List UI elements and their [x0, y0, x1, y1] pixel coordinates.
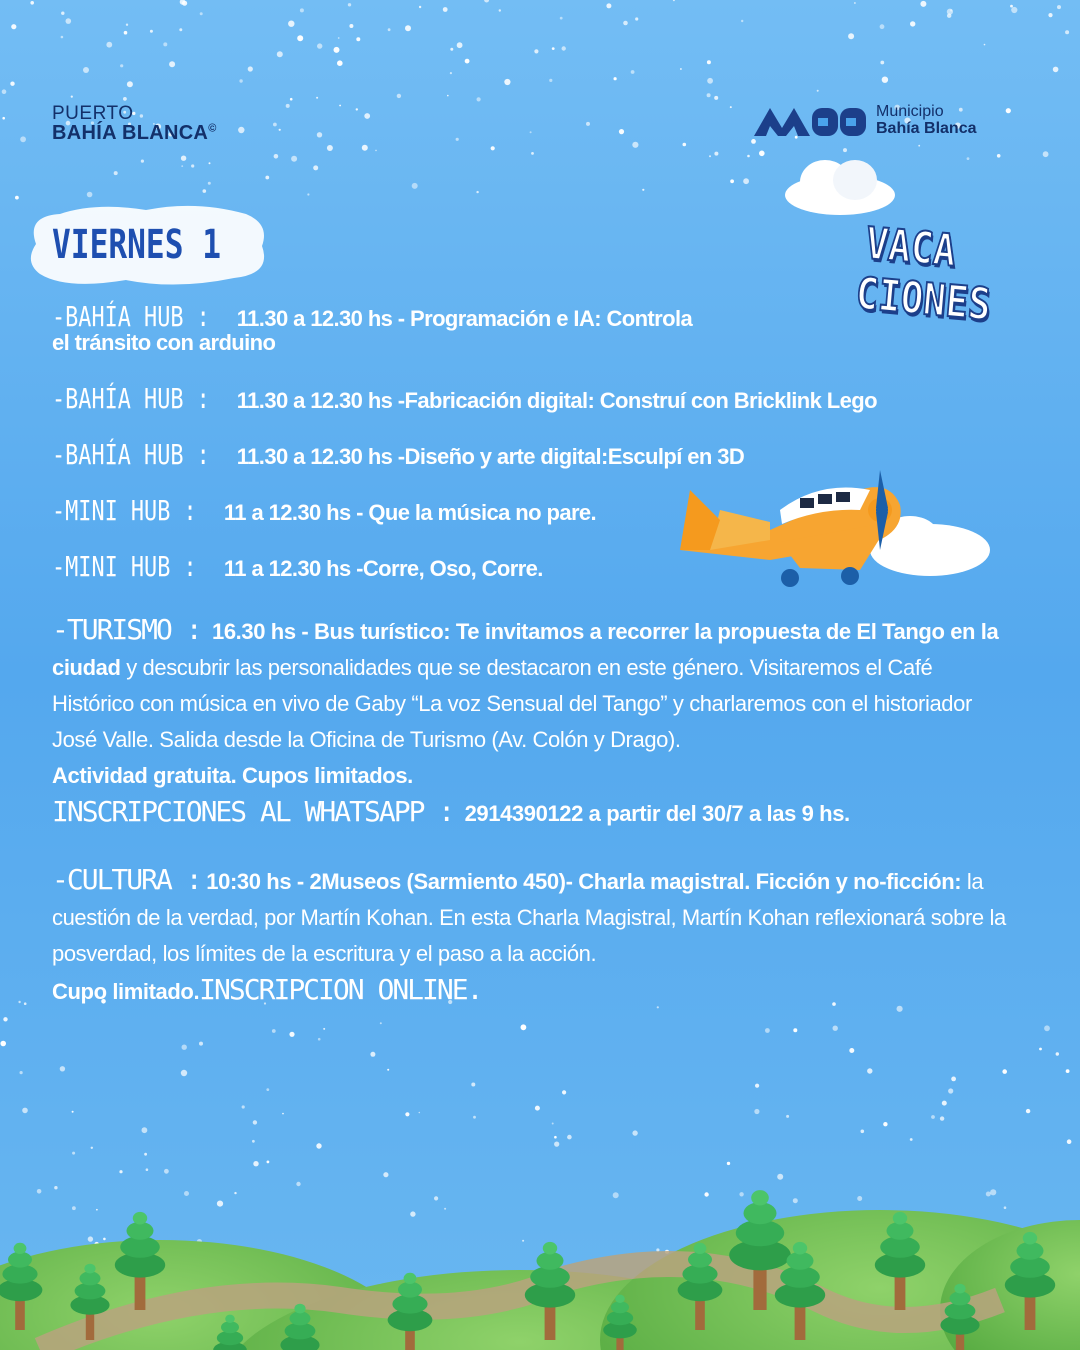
snow-dot	[200, 12, 203, 15]
event-label: -BAHÍA HUB :	[52, 300, 210, 333]
snow-dot	[560, 17, 563, 20]
snow-dot	[491, 146, 495, 150]
snow-dot	[37, 1189, 42, 1194]
snow-dot	[535, 1106, 540, 1111]
snow-dot	[777, 1174, 783, 1180]
snow-dot	[169, 61, 175, 67]
snow-dot	[83, 67, 89, 73]
snow-dot	[242, 1105, 245, 1108]
snow-dot	[1044, 1025, 1050, 1031]
cultura-label: -CULTURA :	[52, 863, 201, 896]
snow-dot	[817, 90, 819, 92]
turismo-description: y descubrir las personalidades que se destacaron en este género. Visitaremos el Café Histórico con música en vivo de Gaby “La voz Sensual del Tango” y charlaremos con el historiador José Valle. Salida desde la Oficina de Turismo (Av. Colón y Drago).	[52, 655, 972, 752]
event-item-cont	[52, 330, 275, 356]
event-text: 11 a 12.30 hs - Que la música no pare.	[223, 500, 597, 525]
mbb-logo-icon	[752, 104, 868, 138]
snow-dot	[106, 42, 112, 48]
snow-dot	[1066, 1069, 1070, 1073]
event-text: 11.30 a 12.30 hs - Programación e IA: Controla	[236, 306, 693, 331]
snow-dot	[323, 1028, 325, 1030]
snow-dot	[940, 1116, 944, 1120]
snow-dot	[471, 1083, 475, 1087]
snow-dot	[208, 182, 211, 185]
snow-dot	[786, 1115, 789, 1118]
snow-dot	[910, 1138, 913, 1141]
snow-dot	[60, 1066, 65, 1071]
cultura-note: Cupo limitado.	[52, 979, 200, 1004]
snow-dot	[164, 1169, 169, 1174]
snow-dot	[632, 142, 638, 148]
snow-dot	[288, 21, 294, 27]
logo-line-1: PUERTO	[52, 103, 134, 124]
snow-dot	[614, 77, 617, 80]
event-text: 11 a 12.30 hs -Corre, Oso, Corre.	[223, 556, 543, 581]
snow-dot	[984, 44, 986, 46]
snow-dot	[730, 179, 734, 183]
snow-dot	[552, 47, 555, 50]
snow-dot	[765, 1028, 770, 1033]
snow-dot	[253, 1161, 258, 1166]
snow-dot	[181, 1070, 187, 1076]
snow-dot	[253, 1120, 257, 1124]
snow-dot	[990, 1189, 996, 1195]
snow-dot	[967, 157, 970, 160]
snow-dot	[931, 1115, 935, 1119]
snow-dot	[918, 145, 920, 147]
snow-dot	[317, 132, 322, 137]
snow-dot	[434, 1196, 438, 1200]
snow-dot	[71, 96, 73, 98]
snow-dot	[239, 79, 242, 82]
snow-dot	[61, 36, 64, 39]
snow-dot	[338, 37, 340, 39]
snow-dot	[883, 1122, 887, 1126]
snow-dot	[277, 51, 283, 57]
snow-dot	[997, 154, 1001, 158]
snow-dot	[15, 196, 19, 200]
snow-dot	[476, 191, 478, 193]
snow-dot	[179, 28, 182, 31]
snow-dot	[619, 129, 624, 134]
snow-dot	[18, 1001, 20, 1003]
snow-dot	[743, 178, 749, 184]
snow-dot	[1006, 108, 1011, 113]
snow-dot	[1053, 67, 1059, 73]
snow-dot	[755, 1084, 759, 1088]
snow-dot	[1010, 5, 1013, 8]
snow-dot	[857, 1196, 862, 1201]
airplane-icon	[660, 450, 1000, 610]
snow-dot	[456, 138, 459, 141]
snow-dot	[447, 95, 449, 97]
snow-dot	[1067, 1139, 1072, 1144]
snow-dot	[22, 1108, 28, 1114]
snow-dot	[567, 1135, 572, 1140]
snow-dot	[10, 82, 14, 86]
snow-dot	[234, 1192, 236, 1194]
snow-dot	[370, 1052, 375, 1057]
snow-dot	[1011, 7, 1017, 13]
event-label: -MINI HUB :	[52, 494, 197, 527]
snow-dot	[412, 183, 418, 189]
snow-dot	[586, 122, 590, 126]
logo-mark: ©	[208, 122, 217, 135]
municipio-logo	[752, 104, 976, 138]
snow-dot	[2, 89, 7, 94]
badge-line-2: CIONES	[853, 268, 993, 331]
snow-dot	[444, 1208, 446, 1210]
turismo-inscription-label: INSCRIPCIONES AL WHATSAPP :	[52, 795, 454, 828]
snow-dot	[72, 1152, 75, 1155]
snow-dot	[307, 193, 309, 195]
snow-dot	[199, 1042, 203, 1046]
event-text: 11.30 a 12.30 hs -Fabricación digital: Construí con Bricklink Lego	[236, 388, 877, 413]
snow-dot	[248, 66, 253, 71]
snow-dot	[613, 1192, 619, 1198]
snow-dot	[1039, 1048, 1042, 1051]
snow-dot	[759, 151, 765, 157]
snow-dot	[144, 1153, 147, 1156]
snow-dot	[942, 1101, 947, 1106]
snow-dot	[327, 145, 333, 151]
snow-dot	[96, 1209, 98, 1211]
snow-dot	[880, 24, 885, 29]
snow-dot	[349, 24, 353, 28]
event-text: 11.30 a 12.30 hs -Diseño y arte digital:Esculpí en 3D	[236, 444, 745, 469]
event-text-cont: el tránsito con arduino	[52, 330, 276, 355]
snow-dot	[141, 160, 144, 163]
snow-dot	[296, 1182, 300, 1186]
snow-dot	[751, 139, 756, 144]
snow-dot	[88, 1236, 93, 1241]
event-item	[52, 382, 877, 415]
snow-dot	[316, 97, 318, 99]
snow-dot	[375, 150, 377, 152]
snow-dot	[252, 1140, 255, 1143]
snow-dot	[793, 1028, 797, 1032]
snow-dot	[521, 1024, 527, 1030]
snow-dot	[606, 3, 611, 8]
snow-dot	[279, 129, 281, 131]
cultura-headline: 10:30 hs - 2Museos (Sarmiento 450)- Charla magistral. Ficción y no-ficción:	[206, 869, 962, 894]
snow-dot	[457, 42, 463, 48]
badge-line-1: VACA	[863, 218, 958, 277]
snow-dot	[531, 152, 534, 155]
cloud-icon	[780, 150, 900, 220]
snow-dot	[127, 81, 133, 87]
snow-dot	[504, 79, 510, 85]
day-title: VIERNES 1	[52, 222, 222, 268]
snow-dot	[54, 1186, 57, 1189]
snow-dot	[356, 108, 358, 110]
snow-dot	[203, 189, 207, 193]
snow-dot	[20, 1071, 23, 1074]
snow-dot	[316, 1143, 321, 1148]
snow-dot	[920, 1, 926, 7]
snow-dot	[126, 24, 128, 26]
puerto-bahia-blanca-logo	[52, 104, 217, 143]
snow-dot	[289, 1032, 294, 1037]
snow-dot	[286, 104, 290, 108]
snow-dot	[317, 43, 322, 48]
snow-dot	[450, 72, 452, 74]
snow-dot	[20, 136, 26, 142]
snow-dot	[534, 49, 538, 53]
event-label: -BAHÍA HUB :	[52, 438, 210, 471]
snow-dot	[191, 164, 194, 167]
snow-dot	[91, 1147, 93, 1149]
snow-dot	[714, 152, 718, 156]
logo-line-2: BAHÍA BLANCA	[52, 122, 209, 144]
snow-dot	[1004, 1206, 1007, 1209]
snow-dot	[1056, 1052, 1059, 1055]
snow-dot	[124, 31, 128, 35]
snow-dot	[72, 1206, 76, 1210]
snow-dot	[419, 1112, 421, 1114]
cultura-description: la cuestión de la verdad, por Martín Kohan. En esta Charla Magistral, Martín Kohan reflexionará sobre la posverdad, los límites de la escritura y el paso a la acción.	[52, 869, 1006, 966]
snow-dot	[477, 97, 481, 101]
snow-dot	[410, 1211, 415, 1216]
snow-dot	[707, 78, 713, 84]
snow-dot	[849, 1048, 854, 1053]
snow-dot	[635, 17, 638, 20]
turismo-inscription-text: 2914390122 a partir del 30/7 a las 9 hs.	[464, 801, 850, 826]
snow-dot	[142, 1127, 148, 1133]
snow-dot	[61, 12, 64, 15]
snow-dot	[951, 1077, 956, 1082]
snow-dot	[313, 165, 318, 170]
snow-dot	[499, 9, 501, 11]
snow-dot	[443, 7, 448, 12]
turismo-block	[52, 612, 1012, 832]
snow-dot	[348, 3, 351, 6]
snow-dot	[473, 1116, 476, 1119]
snow-dot	[209, 162, 211, 164]
cultura-inscription: INSCRIPCION ONLINE.	[199, 973, 482, 1006]
snow-dot	[3, 1017, 7, 1021]
snow-dot	[87, 192, 93, 198]
snow-dot	[714, 96, 718, 100]
event-item	[52, 494, 596, 527]
snow-dot	[554, 1142, 559, 1147]
snow-dot	[362, 145, 368, 151]
snow-dot	[562, 1090, 566, 1094]
snow-dot	[948, 1088, 953, 1093]
snow-dot	[282, 1113, 284, 1115]
snow-dot	[1057, 5, 1061, 9]
snow-dot	[1002, 1069, 1007, 1074]
snow-dot	[707, 60, 711, 64]
snow-dot	[848, 33, 854, 39]
snow-dot	[549, 79, 552, 82]
snow-dot	[2, 117, 5, 120]
event-item	[52, 300, 692, 333]
snow-dot	[217, 1201, 223, 1207]
snow-dot	[683, 143, 687, 147]
snow-dot	[709, 155, 711, 157]
snow-dot	[267, 1161, 270, 1164]
snow-dot	[419, 6, 421, 8]
snow-dot	[163, 42, 167, 46]
turismo-headline: 16.30 hs - Bus turístico: Te invitamos a recorrer la propuesta de El Tango en la ciudad	[52, 619, 999, 680]
turismo-label: -TURISMO :	[52, 613, 201, 646]
snow-dot	[730, 106, 732, 108]
snow-dot	[150, 30, 153, 33]
snow-dot	[880, 61, 884, 65]
snow-dot	[265, 176, 269, 180]
snow-dot	[704, 1192, 708, 1196]
snow-dot	[297, 35, 303, 41]
snow-dot	[1048, 13, 1052, 17]
snow-dot	[882, 77, 888, 83]
snow-dot	[290, 98, 293, 101]
snow-dot	[181, 156, 186, 161]
snow-dot	[680, 68, 682, 70]
snow-dot	[707, 93, 711, 97]
snow-dot	[318, 1038, 321, 1041]
snow-dot	[300, 8, 304, 12]
vacaciones-badge	[850, 218, 1030, 331]
snow-dot	[405, 25, 411, 31]
event-label: -MINI HUB :	[52, 550, 197, 583]
snow-dot	[465, 59, 470, 64]
snow-dot	[380, 1022, 382, 1024]
snow-dot	[364, 113, 370, 119]
snow-dot	[867, 1068, 872, 1073]
snow-dot	[182, 1045, 187, 1050]
snow-dot	[450, 48, 453, 51]
turismo-note: Actividad gratuita. Cupos limitados.	[52, 763, 413, 788]
snow-dot	[387, 1069, 389, 1071]
snow-dot	[727, 1162, 730, 1165]
snow-dot	[552, 1123, 554, 1125]
snow-dot	[274, 154, 279, 159]
snow-dot	[1026, 1109, 1030, 1113]
event-item	[52, 438, 744, 471]
snow-dot	[642, 189, 644, 191]
snow-dot	[530, 131, 532, 133]
snow-dot	[854, 2, 856, 4]
snow-dot	[861, 1130, 865, 1134]
snow-dot	[339, 105, 341, 107]
snow-dot	[266, 1088, 269, 1091]
snow-dot	[114, 171, 118, 175]
snow-dot	[405, 1112, 409, 1116]
snow-dot	[562, 46, 566, 50]
snow-dot	[72, 1111, 74, 1113]
snow-dot	[146, 1168, 149, 1171]
snow-dot	[119, 1170, 122, 1173]
cultura-block	[52, 862, 1012, 1010]
snow-dot	[181, 165, 183, 167]
snow-dot	[356, 37, 360, 41]
snow-dot	[30, 1, 34, 5]
snow-dot	[66, 18, 72, 24]
snow-dot	[388, 28, 391, 31]
snow-dot	[910, 21, 915, 26]
snow-dot	[334, 47, 340, 53]
snow-dot	[522, 1240, 524, 1242]
snow-dot	[754, 1109, 759, 1114]
snow-dot	[103, 1238, 106, 1241]
snow-dot	[554, 1136, 557, 1139]
snow-dot	[397, 94, 401, 98]
snow-dot	[631, 70, 635, 74]
snow-dot	[986, 1192, 991, 1197]
snow-dot	[623, 21, 628, 26]
snow-dot	[24, 1002, 27, 1005]
snow-dot	[272, 1029, 276, 1033]
snow-dot	[337, 60, 343, 66]
snow-dot	[1065, 30, 1069, 34]
snow-dot	[184, 1191, 189, 1196]
snow-dot	[947, 9, 953, 15]
snow-dot	[747, 155, 750, 158]
snow-dot	[793, 1198, 798, 1203]
snow-dot	[11, 24, 16, 29]
snow-dot	[120, 64, 123, 67]
snow-dot	[0, 1041, 6, 1047]
event-label: -BAHÍA HUB :	[52, 382, 210, 415]
snow-dot	[383, 1172, 388, 1177]
event-item	[52, 550, 543, 583]
snow-dot	[632, 1130, 637, 1135]
snow-dot	[739, 1192, 743, 1196]
snow-dot	[741, 20, 743, 22]
snow-dot	[291, 156, 297, 162]
snow-dot	[123, 97, 127, 101]
snow-dot	[833, 1026, 838, 1031]
snow-dot	[238, 127, 244, 133]
municipio-line-1: Municipio	[876, 103, 944, 121]
snow-dot	[273, 123, 277, 127]
municipio-line-2: Bahía Blanca	[876, 120, 977, 137]
snow-dot	[1043, 151, 1049, 157]
